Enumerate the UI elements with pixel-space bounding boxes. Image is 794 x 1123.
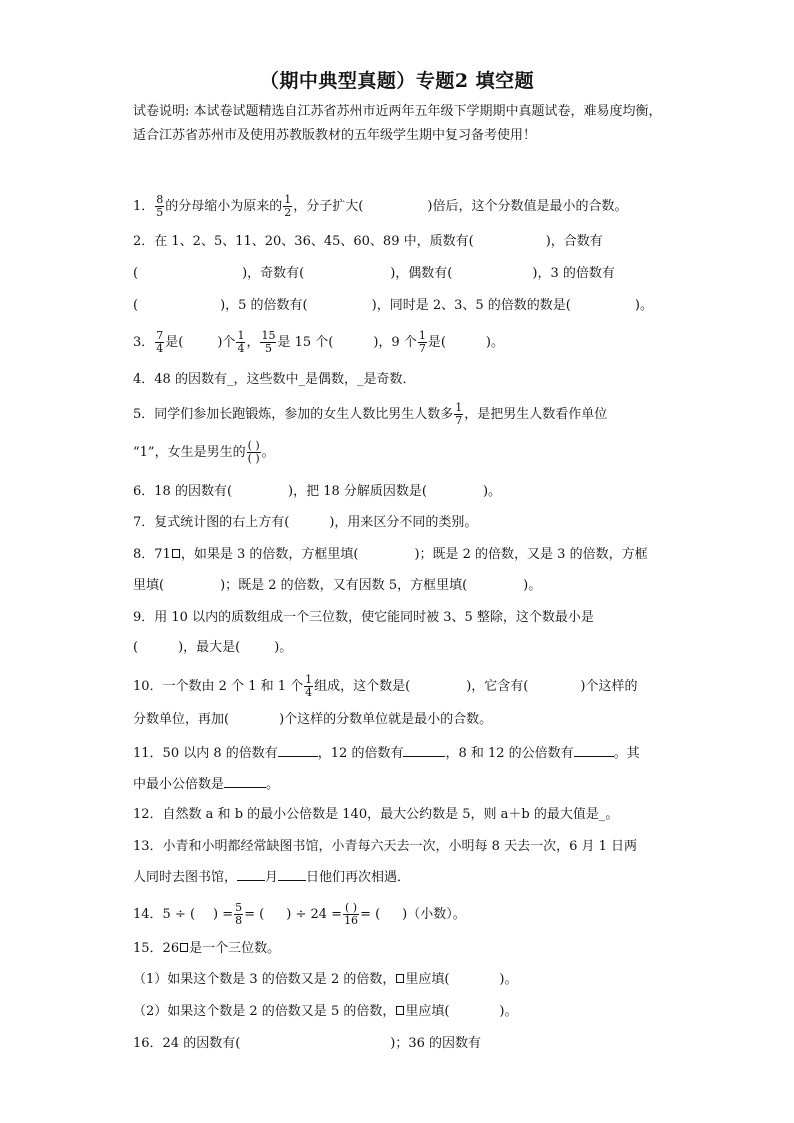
blank-box-icon bbox=[172, 549, 180, 558]
question-15: 15．26 是一个三位数。 bbox=[133, 941, 281, 956]
question-5-line-1: 5．同学们参加长跑锻炼，参加的女生人数比男生人数多 $\frac{1}{7}$ ，是把男生人数看作单位 bbox=[133, 401, 608, 427]
fraction: $\frac{1}{4}$ bbox=[305, 673, 313, 699]
question-2-line-3: ( )，5 的倍数有( )，同时是 2、3、5 的倍数的数是( )。 bbox=[133, 298, 653, 313]
question-2-line-2: ( )，奇数有( )，偶数有( )，3 的倍数有 bbox=[133, 266, 615, 281]
question-12: 12．自然数 a 和 b 的最小公倍数是 140，最大公约数是 5，则 a＋b 的最大值是_。 bbox=[133, 807, 619, 822]
fraction: $\frac{1}{7}$ bbox=[418, 329, 426, 355]
question-8-line-2: 里填( )；既是 2 的倍数，又有因数 5，方框里填( )。 bbox=[133, 578, 542, 593]
question-7: 7．复式统计图的右上方有( )，用来区分不同的类别。 bbox=[133, 515, 478, 530]
fraction: $\frac{15}{5}$ bbox=[261, 329, 276, 355]
question-16: 16．24 的因数有( )；36 的因数有 bbox=[133, 1036, 482, 1051]
blank-box-icon bbox=[396, 974, 404, 983]
question-10-line-2: 分数单位，再加( )个这样的分数单位就是最小的合数。 bbox=[133, 712, 493, 727]
page-title: （期中典型真题）专题2 填空题 bbox=[259, 70, 535, 92]
question-15-part-1: （1）如果这个数是 3 的倍数又是 2 的倍数， 里应填( )。 bbox=[133, 972, 518, 987]
question-13-line-2: 人同时去图书馆， 月 日他们再次相遇． bbox=[133, 867, 410, 888]
question-3: 3． $\frac{7}{4}$ 是( )个 $\frac{1}{4}$ ， $\frac{15}{5}$ 是 15 个( )，9 个 $\frac{1}{7}$ 是( )。 bbox=[133, 329, 504, 355]
question-13-line-1: 13．小青和小明都经常缺图书馆，小青每六天去一次，小明每 8 天去一次，6 月 1 日两 bbox=[133, 839, 638, 854]
answer-blank[interactable] bbox=[224, 774, 266, 788]
question-5-line-2: “1”，女生是男生的 $\frac{( )}{( )}$ 。 bbox=[133, 439, 275, 465]
question-8-line-1: 8．71 ，如果是 3 的倍数，方框里填( )；既是 2 的倍数，又是 3 的倍数，方框 bbox=[133, 547, 648, 562]
question-14: 14．5 ÷ ( ) = $\frac{5}{8}$ = ( ) ÷ 24 = $\frac{( )}{16}$ = ( )（小数）。 bbox=[133, 901, 466, 927]
answer-blank[interactable] bbox=[278, 867, 306, 881]
answer-blank[interactable] bbox=[403, 743, 445, 757]
question-4: 4．48 的因数有_，这些数中_是偶数，_是奇数． bbox=[133, 372, 416, 387]
fraction: $\frac{1}{4}$ bbox=[237, 329, 245, 355]
question-9-line-1: 9．用 10 以内的质数组成一个三位数，使它能同时被 3、5 整除，这个数最小是 bbox=[133, 610, 594, 625]
question-11-line-2: 中最小公倍数是 。 bbox=[133, 774, 279, 795]
question-10-line-1: 10．一个数由 2 个 1 和 1 个 $\frac{1}{4}$ 组成，这个数是( )，它含有( )个这样的 bbox=[133, 673, 638, 699]
question-9-line-2: ( )，最大是( )。 bbox=[133, 640, 293, 655]
question-6: 6．18 的因数有( )，把 18 分解质因数是( )。 bbox=[133, 484, 502, 499]
fraction-blank[interactable]: $\frac{( )}{16}$ bbox=[344, 901, 359, 927]
question-1: 1． $\frac{8}{5}$ 的分母缩小为原来的 $\frac{1}{2}$ ，分子扩大( )倍后，这个分数值是最小的合数。 bbox=[133, 193, 628, 219]
blank-box-icon bbox=[180, 943, 188, 952]
fraction: $\frac{8}{5}$ bbox=[156, 193, 164, 219]
fraction: $\frac{1}{2}$ bbox=[284, 193, 292, 219]
answer-blank[interactable] bbox=[574, 743, 614, 757]
fraction: $\frac{7}{4}$ bbox=[156, 329, 164, 355]
fraction: $\frac{1}{7}$ bbox=[455, 401, 463, 427]
question-11-line-1: 11．50 以内 8 的倍数有 ，12 的倍数有 ，8 和 12 的公倍数有 。其 bbox=[133, 743, 640, 764]
question-2-line-1: 2．在 1、2、5、11、20、36、45、60、89 中，质数有( )，合数有 bbox=[133, 234, 603, 249]
fraction-blank[interactable]: $\frac{( )}{( )}$ bbox=[247, 439, 260, 465]
answer-blank[interactable] bbox=[237, 867, 265, 881]
answer-blank[interactable] bbox=[278, 743, 318, 757]
fraction: $\frac{5}{8}$ bbox=[235, 901, 243, 927]
question-15-part-2: （2）如果这个数是 2 的倍数又是 5 的倍数， 里应填( )。 bbox=[133, 1004, 518, 1019]
test-instructions: 试卷说明: 本试卷试题精选自江苏省苏州市近两年五年级下学期期中真题试卷，难易度均衡，适合江苏省苏州市及使用苏教版教材的五年级学生期中复习备考使用！ bbox=[133, 104, 662, 143]
blank-box-icon bbox=[396, 1006, 404, 1015]
